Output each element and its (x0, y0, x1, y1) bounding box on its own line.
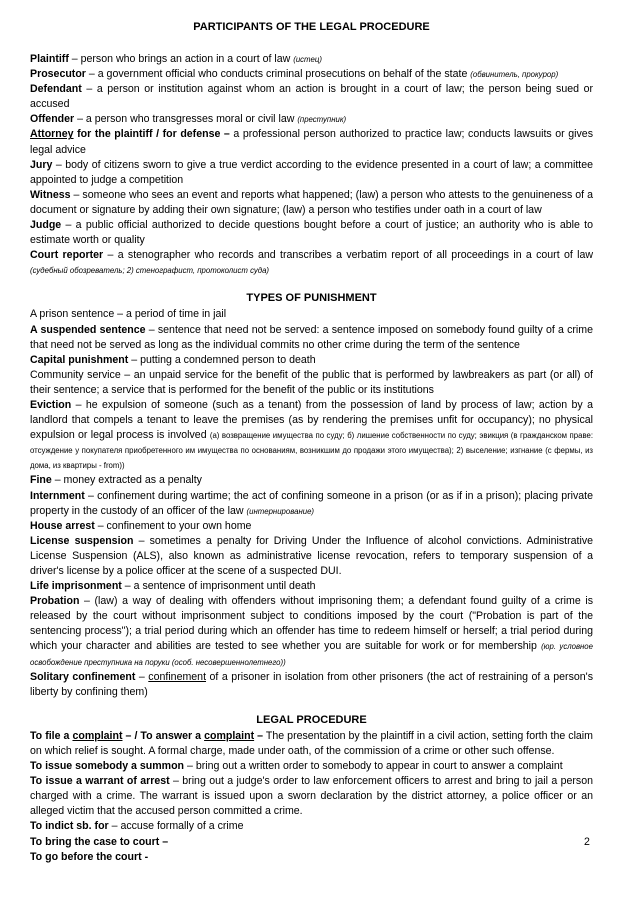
term: Life imprisonment (30, 580, 122, 593)
entry-probation (30, 594, 593, 669)
term: Prosecutor (30, 68, 86, 81)
entry-plaintiff (30, 52, 593, 67)
entry-prison-sentence: A prison sentence – a period of time in jail (30, 308, 227, 321)
entry-fine (30, 473, 593, 488)
entry-license-suspension (30, 534, 593, 579)
entry-jury (30, 158, 593, 188)
entry-offender (30, 112, 593, 127)
entry-indict (30, 819, 593, 834)
translation: (преступник) (297, 115, 347, 125)
definition: – accuse formally of a crime (108, 820, 244, 833)
term: House arrest (30, 519, 95, 532)
term: Internment (30, 489, 85, 502)
definition: – money extracted as a penalty (51, 474, 202, 487)
term: Fine (30, 474, 52, 487)
definition: – (law) a way of dealing with offenders without imprisoning them; a defendant found guilty of a crime is released by the court without imprisonment subject to conditions imposed by the court ("Probation is part of the sentencing process"); a trial period during which an offender has time to redeem himself or herself; a trial period during which your character and abilities are tested to see whether you are suitable for work or for membership (30, 595, 593, 653)
translation: (истец) (293, 55, 322, 64)
entry-community-service: Community service – an unpaid service for the benefit of the public that is performed by lawbreakers as part (or all) of their sentence; a service that is performed for the benefit of the public or its institutions (30, 368, 593, 396)
definition: The presentation by the plaintiff in a civil action, setting forth the claim on which relief is sought. A formal charge, made under oath, of the commission of a crime or other such offense. (30, 729, 593, 757)
definition: – bring out a judge's order to law enforcement officers to arrest and bring to jail a person charged with a crime. The warrant is issued upon a sworn declaration by the district attorney, a police officer or an alleged victim that the accused person committed a crime. (30, 775, 593, 818)
term: Judge (30, 219, 62, 232)
entry-suspended-sentence (30, 323, 593, 353)
entry-life-imprisonment (30, 579, 593, 594)
entry-eviction (30, 398, 593, 473)
definition: – someone who sees an event and reports what happened; (law) a person who attests to the genuineness of a document or signature by adding their own signature; (law) a person who testifies under oath in a court of law (30, 188, 593, 216)
definition: – body of citizens sworn to give a true verdict according to the evidence presented in a court of law; a committee appointed to judge a competition (30, 158, 593, 186)
translation: (обвинитель, прокурор) (470, 70, 559, 80)
term: Defendant (30, 83, 82, 96)
entry-warrant (30, 774, 593, 819)
entry-prosecutor (30, 67, 593, 82)
entry-summon (30, 759, 593, 774)
term: Court reporter (30, 249, 104, 262)
page-title: PARTICIPANTS OF THE LEGAL PROCEDURE (193, 21, 430, 33)
definition: – bring out a written order to somebody to appear in court to answer a complaint (184, 760, 563, 773)
term-d: complaint (204, 729, 255, 742)
translation: (судебный обозреватель; 2) стенографист, протоколист суда) (30, 266, 270, 276)
entry-bring-case (30, 835, 593, 850)
term: A suspended sentence (30, 323, 146, 336)
definition: of a prisoner in isolation from other prisoners (the act of restraining of a person's liberty by confining them) (30, 670, 593, 698)
entry-defendant (30, 82, 593, 112)
definition: – a stenographer who records and transcribes a verbatim report of all proceedings in a court of law (103, 249, 593, 262)
definition: – a person or institution against whom an action is brought in a court of law; the person being sued or accused (30, 83, 593, 111)
term: Probation (30, 595, 80, 608)
definition: – sometimes a penalty for Driving Under the Influence of alcohol convictions. Administrative License Suspension (ALS), also known as administrative license revocation, refers to temporary suspension of a driver's license by a police officer at the scene of a suspected DUI. (30, 534, 594, 577)
entry-attorney (30, 127, 593, 157)
term-suffix: for the plaintiff / for defense – (73, 128, 230, 141)
definition: – person who brings an action in a court of law (68, 53, 294, 65)
term: Witness (30, 188, 71, 201)
term: Capital punishment (30, 353, 129, 366)
entry-go-before-court (30, 850, 593, 865)
translation: (а) возвращение имущества по суду; б) лишение собственности по суду; эвикция (в гражданском праве: отсуждение у покупателя приобретенного им имущества по основаниям, возникшим до продажи этого имущества); 2) выселение; изгнание (с фермы, из дома, из квартиры - from)) (30, 431, 593, 471)
entry-capital-punishment (30, 353, 593, 368)
term-e: – (254, 729, 264, 742)
document-page (30, 20, 593, 865)
term-a: To file a (30, 729, 73, 742)
term: License suspension (30, 534, 134, 547)
term: To issue somebody a summon (30, 760, 185, 773)
definition: a professional person authorized to practice law; conducts lawsuits or gives legal advice (30, 128, 593, 156)
definition: – confinement to your own home (94, 519, 252, 532)
term: Eviction (30, 398, 72, 411)
term: To bring the case to court – (30, 835, 169, 848)
definition: – a person who transgresses moral or civil law (74, 113, 298, 126)
definition: – a public official authorized to decide questions bought before a court of justice; an authority who is able to estimate worth or quality (30, 219, 593, 247)
term-b: complaint (72, 729, 123, 742)
translation: (интернирование) (246, 506, 314, 516)
term: Offender (30, 113, 75, 126)
page-number: 2 (584, 836, 590, 848)
definition: – a sentence of imprisonment until death (121, 580, 316, 593)
term: Attorney (30, 128, 74, 141)
entry-court-reporter (30, 248, 593, 278)
term: To issue a warrant of arrest (30, 775, 170, 788)
underlined-word: confinement (148, 670, 207, 683)
definition: – a government official who conducts criminal prosecutions on behalf of the state (85, 68, 471, 81)
definition: – putting a condemned person to death (128, 353, 316, 366)
entry-internment (30, 489, 593, 519)
term: To indict sb. for (30, 820, 109, 833)
term: To go before the court - (30, 850, 149, 863)
definition: – confinement during wartime; the act of confining someone in a prison (or as if in a prison); placing private property in the custody of an officer of the law (30, 489, 593, 517)
term: Jury (30, 158, 53, 171)
definition: – sentence that need not be served: a sentence imposed on somebody found guilty of a crime that need not be served as long as the individual commits no other crime during the term of the sentence (30, 323, 593, 351)
term: Solitary confinement (30, 670, 136, 683)
term-c: – / To answer a (122, 729, 205, 742)
entry-solitary-confinement (30, 670, 593, 700)
entry-house-arrest (30, 519, 593, 534)
entry-judge (30, 218, 593, 248)
term: Plaintiff (30, 53, 69, 65)
section-title-punishment: TYPES OF PUNISHMENT (246, 292, 377, 305)
entry-witness (30, 188, 593, 218)
definition: – he expulsion of someone (such as a tenant) from the possession of land by process of law; action by a landlord that compels a tenant to leave the premises (as by rendering the premises unfit for occupancy); no physical expulsion or legal process is involved (30, 398, 593, 442)
entry-file-complaint (30, 729, 593, 759)
definition-prefix: – (135, 670, 149, 683)
translation: (юр. условное освобождение преступника на поруки (особ. несовершеннолетнего)) (30, 642, 593, 667)
section-title-legal-procedure: LEGAL PROCEDURE (256, 713, 367, 726)
